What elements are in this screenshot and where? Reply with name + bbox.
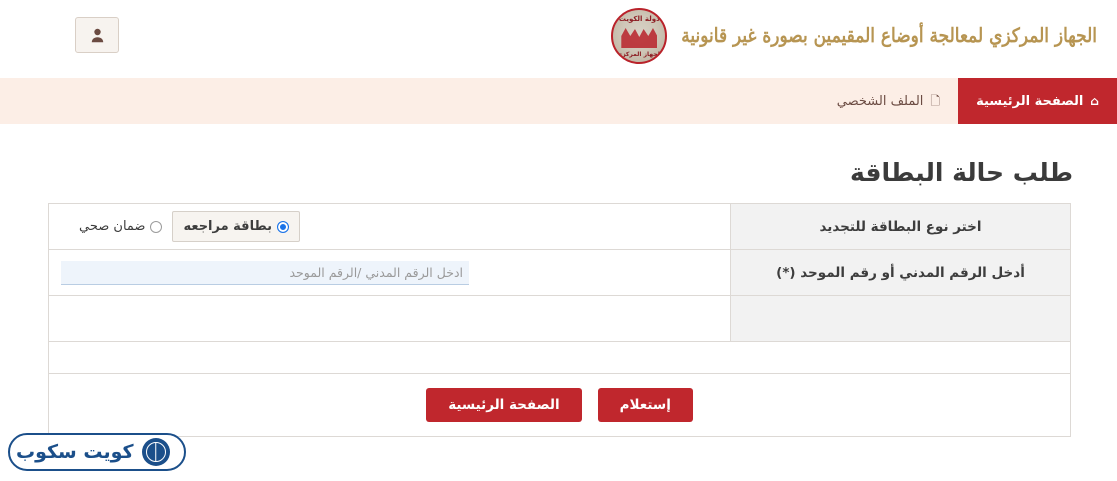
- top-bar: [0, 0, 1117, 78]
- form-row-spacer-1: [49, 296, 1070, 342]
- spacer-label-cell: [730, 296, 1070, 341]
- card-type-label: اختر نوع البطاقة للتجديد: [730, 204, 1070, 249]
- card-type-radio-group: [61, 211, 300, 242]
- emblem-bottom-text: الجهاز المركزي: [616, 51, 662, 58]
- nav-item-profile[interactable]: [819, 78, 958, 124]
- radio-option-review-card[interactable]: [172, 211, 300, 242]
- nav-item-home-label: الصفحة الرئيسية: [976, 93, 1084, 109]
- form-row-civil-id: [49, 250, 1070, 296]
- radio-option-health-insurance-label: ضمان صحي: [79, 219, 146, 234]
- radio-health-insurance-indicator[interactable]: [150, 221, 162, 233]
- submit-button[interactable]: إستعلام: [598, 388, 693, 422]
- form-actions: [49, 374, 1070, 437]
- card-type-field: [49, 204, 730, 249]
- watermark-text: كويت سكوب: [16, 441, 134, 463]
- org-title: الجهاز المركزي لمعالجة أوضاع المقيمين بصورة غير قانونية: [681, 24, 1097, 48]
- civil-id-label: أدخل الرقم المدني أو رقم الموحد (*): [730, 250, 1070, 295]
- form-row-card-type: [49, 204, 1070, 250]
- nav-item-profile-label: الملف الشخصي: [836, 93, 924, 109]
- form-row-spacer-2: [49, 342, 1070, 374]
- radio-option-health-insurance[interactable]: [69, 212, 172, 241]
- nav-spacer: [0, 78, 819, 124]
- main-navigation: [0, 78, 1117, 124]
- emblem-top-text: دولة الكويت: [618, 15, 660, 23]
- home-button[interactable]: الصفحة الرئيسية: [426, 388, 581, 422]
- radio-option-review-card-label: بطاقة مراجعه: [183, 219, 272, 234]
- globe-icon: [142, 438, 170, 466]
- profile-icon: 🗋: [930, 94, 941, 108]
- spacer-field-cell: [49, 296, 730, 341]
- user-icon: [91, 28, 104, 43]
- spacer-full-cell: [49, 342, 1070, 373]
- nav-item-home[interactable]: [958, 78, 1117, 124]
- radio-review-card-indicator[interactable]: [277, 221, 289, 233]
- brand-block: [611, 8, 1097, 64]
- home-icon: ⌂: [1090, 94, 1099, 108]
- user-account-button[interactable]: [75, 17, 119, 53]
- emblem-shield: [621, 28, 657, 48]
- card-status-form: [48, 203, 1071, 437]
- civil-id-field: [49, 250, 730, 295]
- page-title: طلب حالة البطاقة: [849, 158, 1073, 187]
- civil-id-input[interactable]: [61, 261, 469, 285]
- state-emblem-icon: [611, 8, 667, 64]
- watermark-badge: [8, 433, 186, 471]
